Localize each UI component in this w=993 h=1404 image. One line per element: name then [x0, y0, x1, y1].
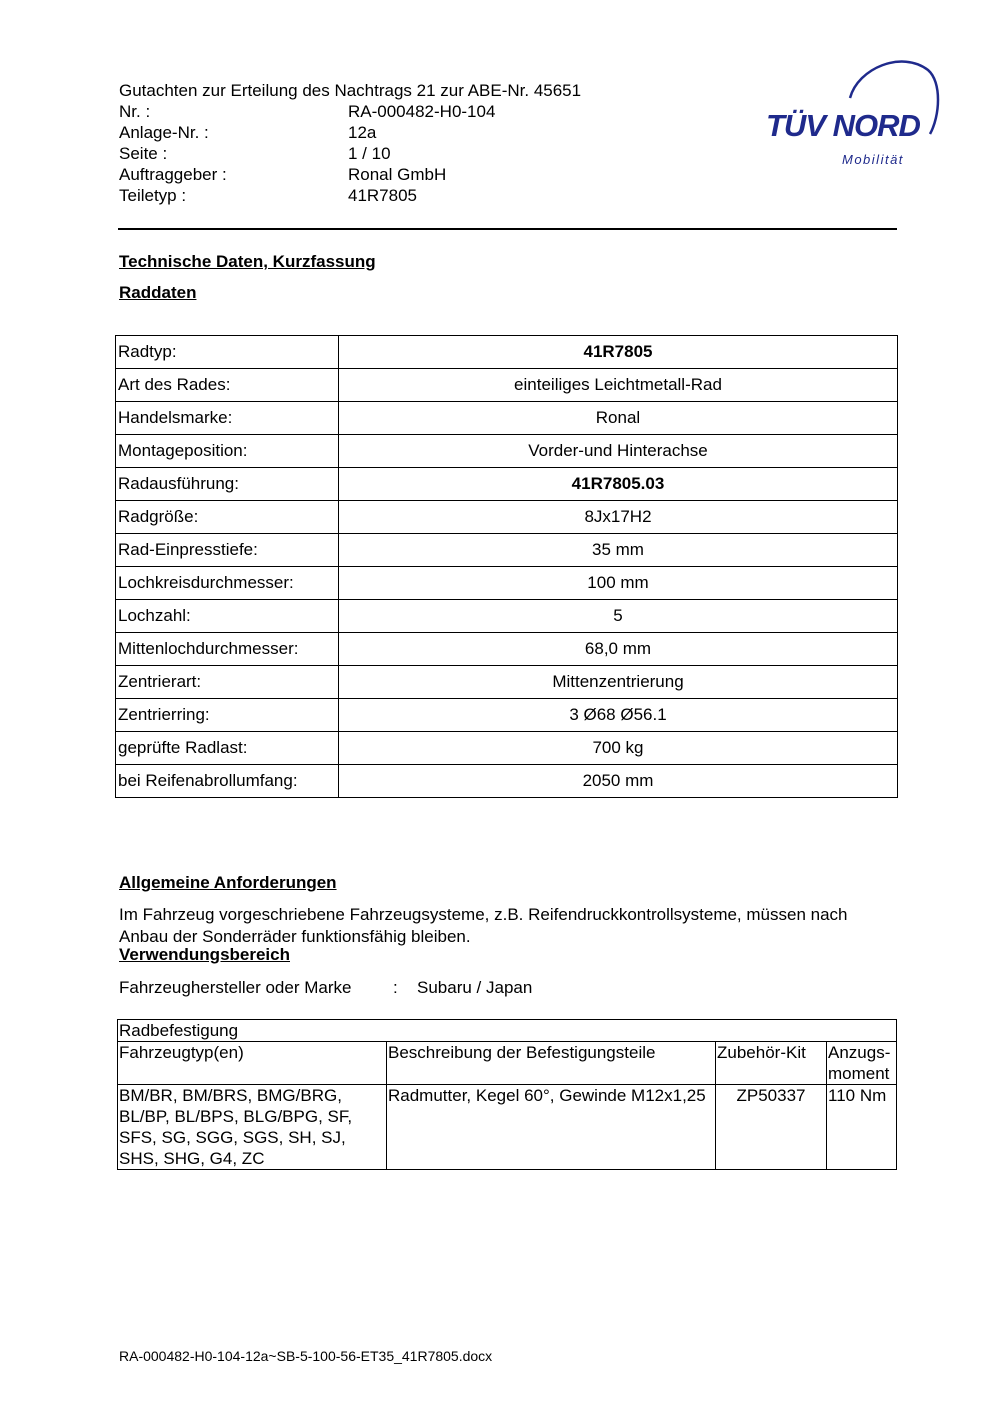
fixing-header-kit: Zubehör-Kit — [716, 1042, 827, 1085]
spec-value: 5 — [339, 600, 898, 633]
header-value: 41R7805 — [348, 186, 418, 205]
spec-label: Rad-Einpresstiefe: — [116, 534, 339, 567]
table-row — [116, 369, 898, 402]
spec-value: 2050 mm — [339, 765, 898, 798]
header-label: Teiletyp : — [119, 186, 187, 205]
spec-label: Lochzahl: — [116, 600, 339, 633]
spec-value: Mittenzentrierung — [339, 666, 898, 699]
spec-label: Zentrierart: — [116, 666, 339, 699]
header-label: Nr. : — [119, 102, 151, 121]
spec-value: Ronal — [339, 402, 898, 435]
spec-value: Vorder-und Hinterachse — [339, 435, 898, 468]
header-value: Ronal GmbH — [348, 165, 447, 184]
table-row — [116, 633, 898, 666]
table-row — [116, 435, 898, 468]
spec-label: Montageposition: — [116, 435, 339, 468]
fixing-table-caption: Radbefestigung — [118, 1020, 897, 1042]
spec-value: 35 mm — [339, 534, 898, 567]
raddaten-table — [115, 335, 898, 798]
table-row — [116, 666, 898, 699]
section-heading-allgemein: Allgemeine Anforderungen — [119, 873, 337, 892]
spec-label: Radtyp: — [116, 336, 339, 369]
spec-label: Radausführung: — [116, 468, 339, 501]
spec-value: 68,0 mm — [339, 633, 898, 666]
fixing-cell-description: Radmutter, Kegel 60°, Gewinde M12x1,25 — [387, 1085, 716, 1170]
spec-label: bei Reifenabrollumfang: — [116, 765, 339, 798]
footer-filename: RA-000482-H0-104-12a~SB-5-100-56-ET35_41R7805.docx — [119, 1348, 493, 1364]
spec-label: geprüfte Radlast: — [116, 732, 339, 765]
header-divider — [118, 228, 897, 230]
manufacturer-separator: : — [393, 978, 398, 997]
spec-value: 100 mm — [339, 567, 898, 600]
table-row — [116, 765, 898, 798]
header-value: 12a — [348, 123, 377, 142]
header-value: 1 / 10 — [348, 144, 391, 163]
table-row — [118, 1085, 897, 1170]
table-row — [116, 567, 898, 600]
spec-value: 3 Ø68 Ø56.1 — [339, 699, 898, 732]
logo-brand-text: TÜV NORD — [766, 108, 920, 143]
header-label: Seite : — [119, 144, 168, 163]
fixing-table — [117, 1019, 897, 1170]
fixing-header-torque: Anzugs-moment — [827, 1042, 897, 1085]
table-row — [116, 336, 898, 369]
fixing-header-description: Beschreibung der Befestigungsteile — [387, 1042, 716, 1085]
header-value: RA-000482-H0-104 — [348, 102, 496, 121]
logo-arc-icon — [762, 58, 940, 170]
section-heading-technical: Technische Daten, Kurzfassung — [119, 252, 376, 271]
fixing-cell-torque: 110 Nm — [827, 1085, 897, 1170]
section-heading-verwendung: Verwendungsbereich — [119, 945, 290, 964]
section-heading-raddaten: Raddaten — [119, 283, 197, 302]
manufacturer-value: Subaru / Japan — [417, 978, 533, 997]
spec-label: Art des Rades: — [116, 369, 339, 402]
table-row — [116, 699, 898, 732]
table-row — [116, 732, 898, 765]
spec-label: Lochkreisdurchmesser: — [116, 567, 339, 600]
table-row — [116, 402, 898, 435]
spec-value: einteiliges Leichtmetall-Rad — [339, 369, 898, 402]
table-row — [116, 501, 898, 534]
manufacturer-label: Fahrzeughersteller oder Marke — [119, 978, 352, 997]
spec-value: 41R7805 — [339, 336, 898, 369]
spec-label: Zentrierring: — [116, 699, 339, 732]
spec-value: 8Jx17H2 — [339, 501, 898, 534]
allgemein-paragraph: Im Fahrzeug vorgeschriebene Fahrzeugsysteme, z.B. Reifendruckkontrollsysteme, müssen nach Anbau der Sonderräder funktionsfähig bleiben. — [119, 905, 848, 946]
tuv-nord-logo — [762, 58, 940, 170]
fixing-cell-types: BM/BR, BM/BRS, BMG/BRG, BL/BP, BL/BPS, BLG/BPG, SF, SFS, SG, SGG, SGS, SH, SJ, SHS, SHG, G4, ZC — [118, 1085, 387, 1170]
spec-label: Mittenlochdurchmesser: — [116, 633, 339, 666]
spec-value: 700 kg — [339, 732, 898, 765]
table-row — [116, 600, 898, 633]
header-label: Auftraggeber : — [119, 165, 227, 184]
header-label: Anlage-Nr. : — [119, 123, 209, 142]
spec-label: Radgröße: — [116, 501, 339, 534]
table-row — [116, 468, 898, 501]
fixing-header-types: Fahrzeugtyp(en) — [118, 1042, 387, 1085]
spec-value: 41R7805.03 — [339, 468, 898, 501]
document-title: Gutachten zur Erteilung des Nachtrags 21 zur ABE-Nr. 45651 — [119, 81, 582, 100]
fixing-cell-kit: ZP50337 — [716, 1085, 827, 1170]
table-row — [116, 534, 898, 567]
logo-subtitle-text: Mobilität — [842, 152, 904, 167]
spec-label: Handelsmarke: — [116, 402, 339, 435]
